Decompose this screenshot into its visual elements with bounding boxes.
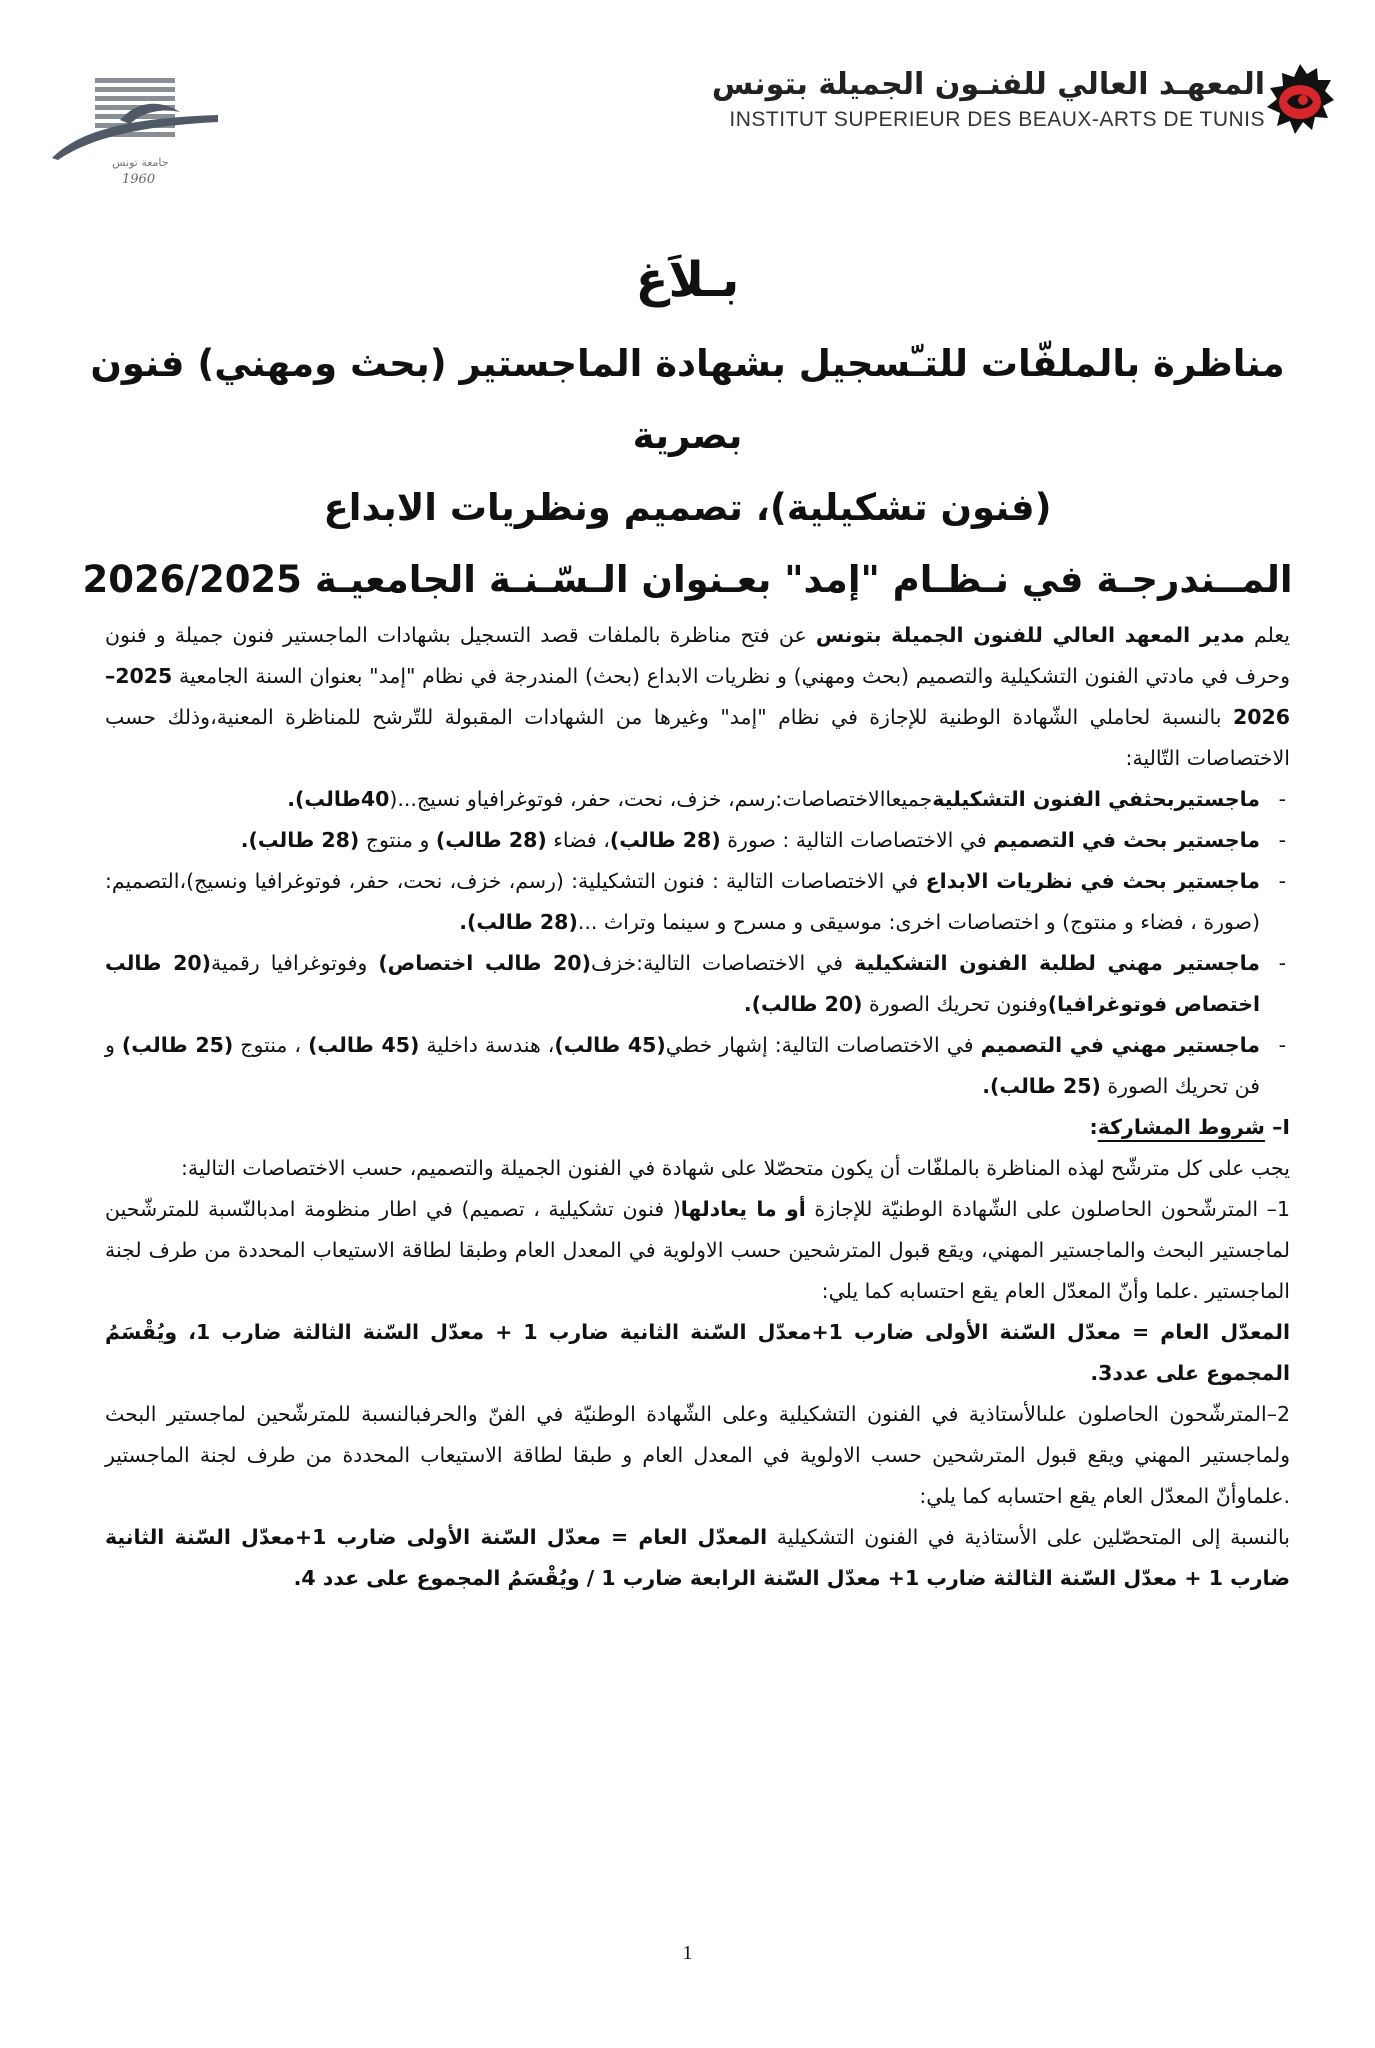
bullet-2-text-b: ، فضاء: [546, 828, 610, 852]
title-line-1: مناظرة بالملفّات للتـّسجيل بشهادة الماجستير (بحث ومهني) فنون بصرية: [90, 342, 1285, 457]
formula-2: [105, 1517, 1290, 1599]
intro-text-3: بالنسبة لحاملي الشّهادة الوطنية للإجازة في نظام "إمد" وغيرها من الشهادات المقبولة للتّرشح للمناظرة المعنية،وذلك حسب الاختصاصات التّالية:: [105, 705, 1290, 770]
bullet-4-seats-a: (20 طالب اختصاص): [378, 951, 591, 975]
section-title: شروط المشاركة: [1097, 1115, 1265, 1139]
bullet-research-design: [105, 820, 1290, 861]
intro-paragraph: [105, 615, 1290, 779]
bullet-4-seats-b: (20 طالب اختصاص فوتوغرافيا): [105, 951, 1260, 1016]
university-year: 1960: [122, 172, 156, 187]
page-header: [40, 60, 1335, 210]
bullet-4-title: ماجستير مهني لطلبة الفنون التشكيلية: [854, 951, 1260, 975]
bullet-professional-visual-arts: [105, 943, 1290, 1025]
bullet-4-text-b: وفوتوغرافيا رقمية: [210, 951, 379, 975]
bullet-2-seats-b: (28 طالب): [435, 828, 547, 852]
announcement-heading: بـلاَغ: [635, 252, 740, 308]
announcement-titles: [60, 250, 1315, 616]
bullet-5-seats-a: (45 طالب): [554, 1033, 666, 1057]
director-label: مدير المعهد العالي للفنون الجميلة بتونس: [815, 623, 1245, 647]
formula-2-text: المعدّل العام = معدّل السّنة الأولى ضارب 1+معدّل السّنة الثانية ضارب 1 + معدّل السّنة الثالثة ضارب 1+ معدّل السّنة الرابعة ضارب 1 / ويُقْسَمُ المجموع على عدد 4.: [105, 1525, 1290, 1590]
bullet-professional-design: [105, 1025, 1290, 1107]
bullet-1-title: ماجستيربحثفي الفنون التشكيلية: [932, 787, 1260, 811]
bullet-2-seats-a: (28 طالب): [609, 828, 721, 852]
condition-1-text-a: 1– المترشّحون الحاصلون على الشّهادة الوطنيّة للإجازة: [805, 1197, 1290, 1221]
bullet-5-text-d: و فن تحريك الصورة: [105, 1033, 1260, 1098]
bullet-5-seats-d: (25 طالب).: [982, 1074, 1101, 1098]
bullet-4-text-a: في الاختصاصات التالية:خزف: [590, 951, 855, 975]
academic-year: 2025–2026: [105, 664, 1290, 729]
institute-branding: [694, 60, 1335, 140]
condition-2: 2–المترشّحون الحاصلون علىالأستاذية في الفنون التشكيلية وعلى الشّهادة الوطنيّة في الفنّ والحرفبالنسبة للمترشّحين لماجستير البحث ولماجستير المهني ويقع قبول المترشحين حسب الاولوية في المعدل العام و طبقا لطاقة الاستيعاب المحددة من طرف لجنة الماجستير .علماوأنّ المعدّل العام يقع احتسابه كما يلي:: [105, 1402, 1290, 1508]
bullet-5-seats-b: (45 طالب): [308, 1033, 420, 1057]
title-line-2: (فنون تشكيلية)، تصميم ونظريات الابداع: [323, 486, 1052, 529]
bullet-2-title: ماجستير بحث في التصميم: [993, 828, 1260, 852]
formula-2-intro: بالنسبة إلى المتحصّلين على الأستاذية في الفنون التشكيلية: [767, 1525, 1290, 1549]
condition-1-text-b: ( فنون تشكيلية ، تصميم) في اطار منظومة امدبالنّسبة للمترشّحين لماجستير البحث والماجستير المهني، ويقع قبول المترشحين حسب الاولوية في المعدل العام وطبقا لطاقة الاستيعاب المحددة من طرف لجنة الماجستير .علما وأنّ المعدّل العام يقع احتسابه كما يلي:: [105, 1197, 1290, 1303]
bullet-2-seats-c: (28 طالب).: [240, 828, 360, 852]
bullet-2-text-a: في الاختصاصات التالية : صورة: [720, 828, 994, 852]
bullet-5-seats-c: (25 طالب): [121, 1033, 234, 1057]
intro-text-1: يعلم: [1244, 623, 1290, 647]
section-number: I–: [1264, 1115, 1290, 1139]
institute-logo-icon: [1265, 60, 1335, 140]
formula-1-text: المعدّل العام = معدّل السّنة الأولى ضارب 1+معدّل السّنة الثانية ضارب 1 + معدّل السّنة الثالثة ضارب 1، ويُقْسَمُ المجموع على عدد3.: [105, 1320, 1291, 1385]
bullet-5-text-b: ، هندسة داخلية: [419, 1033, 555, 1057]
condition-1: [105, 1189, 1290, 1312]
condition-1-equivalent: أو ما يعادلها: [680, 1197, 806, 1221]
university-logo: [50, 60, 220, 210]
announcement-body: [105, 615, 1290, 1599]
bullet-research-creativity: [105, 861, 1290, 943]
bullet-5-text-c: ، منتوج: [233, 1033, 309, 1057]
bullet-3-text: في الاختصاصات التالية : فنون التشكيلية: (رسم، خزف، نحت، حفر، فوتوغرافيا ونسيج)،التصميم: (صورة ، فضاء و منتوج) و اختصاصات اخرى: موسيقى و مسرح و سينما وتراث ...: [105, 869, 1260, 934]
bullet-1-seats: 40طالب).: [287, 787, 390, 811]
page-number: 1: [682, 1942, 693, 1964]
intro-text-2: عن فتح مناظرة بالملفات قصد التسجيل بشهادات الماجستير فنون جميلة و فنون وحرف في مادتي الفنون التشكيلية والتصميم (بحث ومهني) و نظريات الابداع (بحث) المندرجة في نظام "إمد" بعنوان السنة الجامعية: [105, 623, 1290, 688]
bullet-4-seats-c: (20 طالب).: [743, 992, 863, 1016]
institute-name-ar: المعهـد العالي للفنـون الجميلة بتونس: [711, 67, 1265, 102]
bullet-3-seats: (28 طالب).: [459, 910, 578, 934]
section-heading-conditions: [105, 1107, 1290, 1148]
section-colon: :: [1089, 1115, 1098, 1139]
university-emblem-icon: [50, 60, 220, 170]
bullet-2-text-c: و منتوج: [359, 828, 436, 852]
formula-1: [105, 1312, 1290, 1394]
conditions-intro: يجب على كل مترشّح لهذه المناظرة بالملفّات أن يكون متحصّلا على شهادة في الفنون الجميلة والتصميم، حسب الاختصاصات التالية:: [181, 1156, 1290, 1180]
bullet-5-text-a: في الاختصاصات التالية: إشهار خطي: [665, 1033, 981, 1057]
bullet-1-text: جميعاالاختصاصات:رسم، خزف، نحت، حفر، فوتوغرافياو نسيج...(: [389, 787, 933, 811]
university-name: جامعة تونس: [112, 156, 169, 169]
bullet-3-title: ماجستير بحث في نظريات الابداع: [925, 869, 1260, 893]
bullet-4-text-c: وفنون تحريك الصورة: [862, 992, 1048, 1016]
bullet-5-title: ماجستير مهني في التصميم: [980, 1033, 1261, 1057]
bullet-research-visual-arts: [105, 779, 1290, 820]
title-line-3: المــندرجـة في نـظـام "إمد" بعـنوان الـسّـنـة الجامعيـة 2026/2025: [82, 558, 1293, 601]
institute-name-fr: INSTITUT SUPERIEUR DES BEAUX-ARTS DE TUNIS: [729, 108, 1265, 131]
